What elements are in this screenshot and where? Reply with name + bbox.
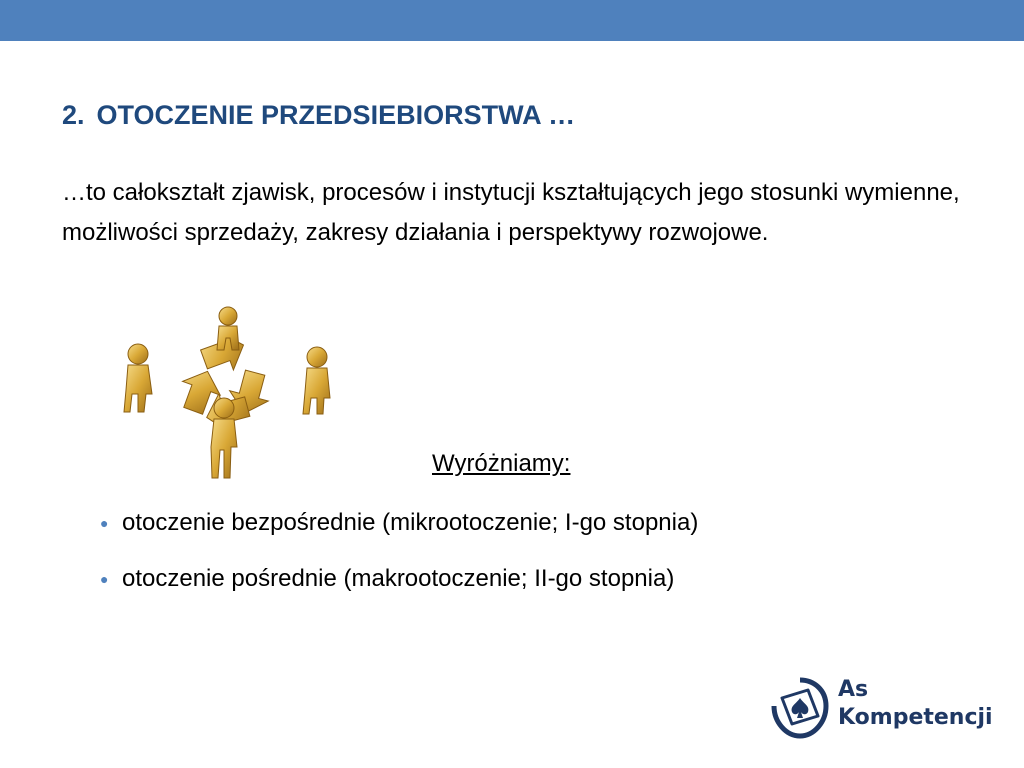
bullet-text: otoczenie bezpośrednie (mikrootoczenie; I-go stopnia) xyxy=(122,509,699,536)
bullet-dot-icon: ● xyxy=(100,515,109,531)
bullet-text: otoczenie pośrednie (makrootoczenie; II-go stopnia) xyxy=(122,565,675,592)
bullet-list xyxy=(100,503,960,615)
list-item xyxy=(100,503,960,543)
logo-text xyxy=(838,676,993,732)
slide-title xyxy=(62,100,575,131)
logo xyxy=(768,672,998,744)
spade-emblem-icon xyxy=(768,676,832,740)
intro-paragraph: …to całokształt zjawisk, procesów i instytucji kształtujących jego stosunki wymienne, możliwości sprzedaży, zakresy działania i perspektywy rozwojowe. xyxy=(62,179,960,246)
title-number: 2. xyxy=(62,100,85,130)
bullet-dot-icon: ● xyxy=(100,571,109,587)
logo-line-2: Kompetencji xyxy=(838,705,993,730)
logo-line-1: As xyxy=(838,677,869,702)
header-bar xyxy=(0,0,1024,41)
teamwork-clipart-icon xyxy=(120,302,335,482)
title-text: OTOCZENIE PRZEDSIEBIORSTWA … xyxy=(96,100,576,130)
list-item xyxy=(100,559,960,599)
lead-text: Wyróżniamy: xyxy=(432,450,571,477)
